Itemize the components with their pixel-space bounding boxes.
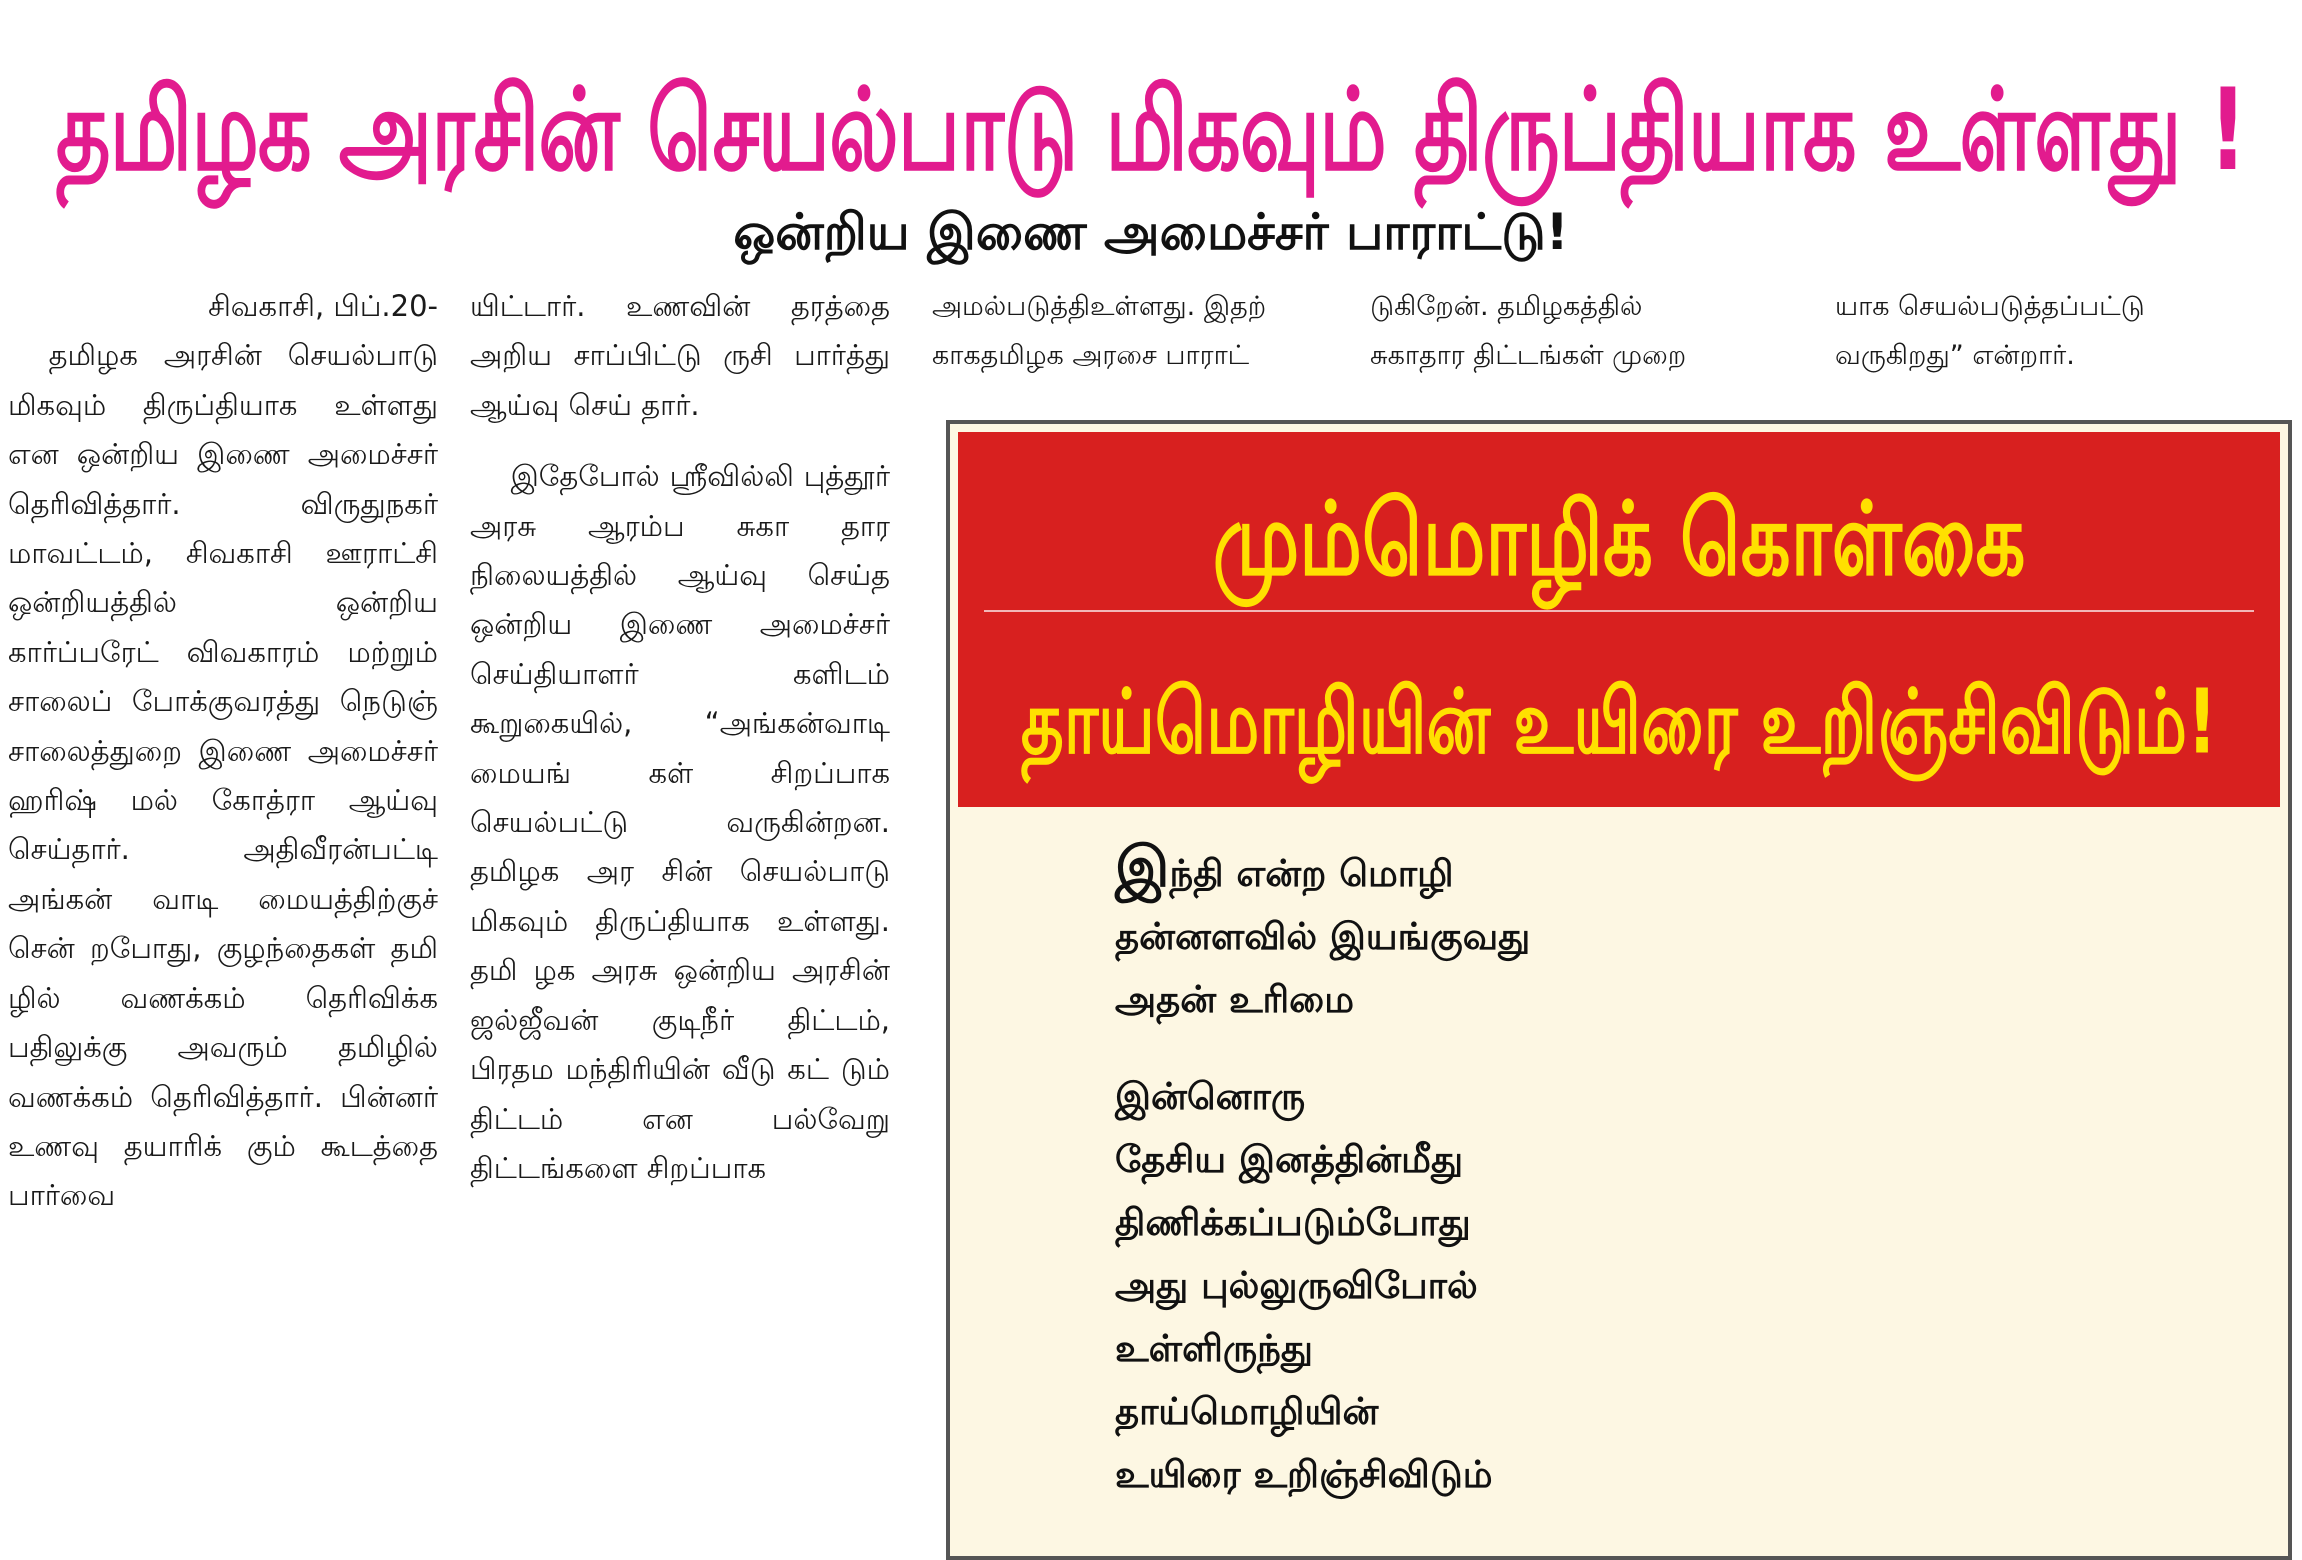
- article-line: அமல்படுத்திஉள்ளது. இதற்: [932, 291, 1267, 322]
- article-line: வருகிறது” என்றார்.: [1835, 340, 2075, 372]
- article-paragraph: தமிழக அரசின் செயல்பாடு மிகவும் திருப்தியாக உள்ளது என ஒன்றிய இணை அமைச்சர் தெரிவித்தார். விருதுநகர் மாவட்டம், சிவகாசி ஊராட்சி ஒன்றியத்தில் ஒன்றிய கார்ப்பரேட் விவகாரம் மற்றும் சாலைப் போக்குவரத்து நெடுஞ் சாலைத்துறை இணை அமைச்சர் ஹரிஷ் மல் கோத்ரா ஆய்வு செய்தார். அதிவீரன்பட்டி அங்கன் வாடி மையத்திற்குச் சென் றபோது, குழந்தைகள் தமி ழில் வணக்கம் தெரிவிக்க பதிலுக்கு அவரும் தமிழில் வணக்கம் தெரிவித்தார். பின்னர் உணவு தயாரிக் கும் கூடத்தை பார்வை: [8, 338, 438, 1213]
- article-paragraph: இதேபோல் ஸ்ரீவில்லி புத்தூர் அரசு ஆரம்ப சுகா தார நிலையத்தில் ஆய்வு செய்த ஒன்றிய இணை அமைச்சர் செய்தியாளர் களிடம் கூறுகையில், “அங்கன்வாடி மையங் கள் சிறப்பாக செயல்பட்டு வருகின்றன. தமிழக அர சின் செயல்பாடு மிகவும் திருப்தியாக உள்ளது. தமி ழக அரசு ஒன்றிய அரசின் ஜல்ஜீவன் குடிநீர் திட்டம், பிரதம மந்திரியின் வீடு கட் டும் திட்டம் என பல்வேறு திட்டங்களை சிறப்பாக: [470, 459, 890, 1185]
- box-title-line-1: மும்மொழிக் கொள்கை: [1212, 481, 2026, 599]
- article-column-2: [470, 282, 890, 1193]
- article-column-1: [8, 282, 438, 1221]
- banner-divider: [984, 610, 2254, 612]
- article-line: சுகாதார திட்டங்கள் முறை: [1370, 340, 1687, 372]
- drop-cap: இ: [1115, 835, 1170, 900]
- poem-line: தாய்மொழியின்: [1115, 1390, 1379, 1433]
- subheadline: ஒன்றிய இணை அமைச்சர் பாராட்டு!: [733, 203, 1569, 261]
- article-column-3: [932, 282, 1372, 381]
- poem-line: அது புல்லுருவிபோல்: [1115, 1264, 1478, 1307]
- poem-line: தேசிய இனத்தின்மீது: [1115, 1138, 1464, 1181]
- article-column-5: [1835, 282, 2285, 381]
- dateline: சிவகாசி, பிப்.20-: [208, 289, 438, 323]
- poem-line: அதன் உரிமை: [1115, 978, 1354, 1021]
- poem-line-text: ந்தி என்ற மொழி: [1169, 852, 1454, 895]
- poem-line: உள்ளிருந்து: [1115, 1327, 1313, 1370]
- poem-stanza-1: [1115, 836, 2215, 1031]
- poem-stanza-2: [1115, 1065, 2215, 1506]
- poem-line: உயிரை உறிஞ்சிவிடும்: [1115, 1453, 1493, 1496]
- box-title-line-2: தாய்மொழியின் உயிரை உறிஞ்சிவிடும்!: [1020, 670, 2218, 775]
- article-line: யாக செயல்படுத்தப்பட்டு: [1835, 291, 2145, 322]
- article-paragraph: யிட்டார். உணவின் தரத்தை அறிய சாப்பிட்டு ருசி பார்த்து ஆய்வு செய் தார்.: [470, 289, 890, 422]
- poem-line: தன்னளவில் இயங்குவது: [1115, 915, 1531, 958]
- poem-box: [946, 420, 2292, 1560]
- article-column-4: [1370, 282, 1810, 381]
- poem: [1115, 836, 2215, 1540]
- box-banner: [958, 432, 2280, 807]
- article-line: காகதமிழக அரசை பாராட்: [932, 340, 1250, 372]
- poem-line: திணிக்கப்படும்போது: [1115, 1201, 1471, 1244]
- headline: தமிழக அரசின் செயல்பாடு மிகவும் திருப்தியாக உள்ளது !: [55, 63, 2247, 197]
- poem-line: இன்னொரு: [1115, 1075, 1306, 1118]
- article-line: டுகிறேன். தமிழகத்தில்: [1370, 291, 1643, 322]
- poem-line: [1115, 836, 2215, 905]
